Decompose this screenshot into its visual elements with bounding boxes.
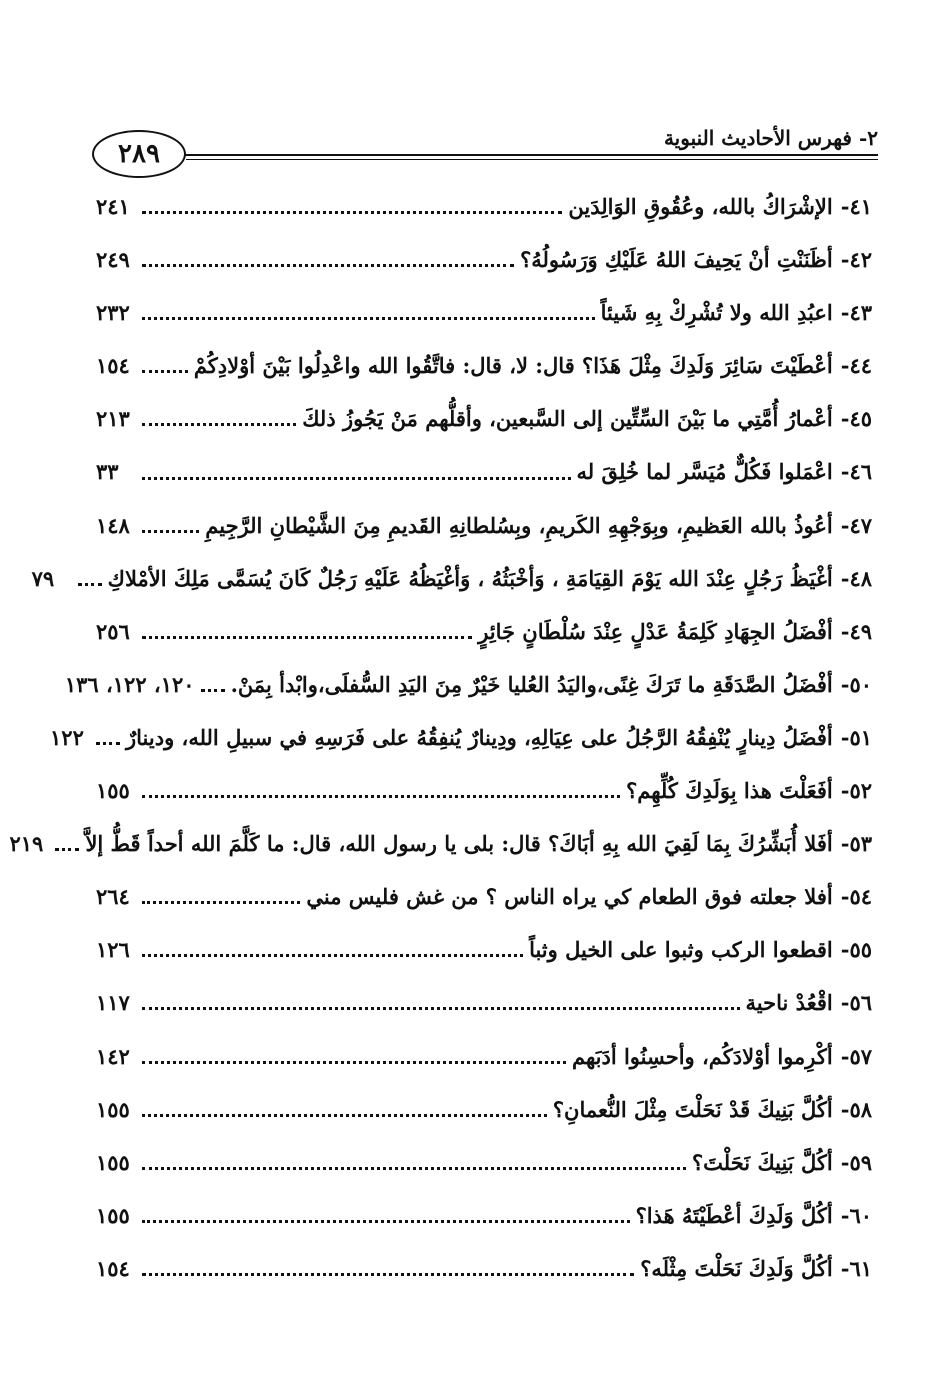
entry-text: أفْضَلُ الصَّدَقَةِ ما تَرَكَ غِنًى،واليَدُ العُليا خَيْرٌ مِنَ اليَدِ السُّفلَى،وابْدأ بِمَنْ.	[230, 671, 833, 697]
entry-text: أكْرِموا أوْلادَكُم، وأحسِنُوا أدَبَهم	[571, 1043, 833, 1069]
entry-text: أعْمارُ أُمَّتِي ما بَيْنَ السِّتِّين إلى السَّبعين، وأقلُّهم مَنْ يَجُوزُ ذلكَ	[302, 406, 833, 432]
index-entry	[96, 976, 872, 1029]
entry-number: ٥٣-	[840, 831, 872, 857]
index-entry	[96, 445, 872, 498]
index-entry	[96, 1030, 872, 1083]
entry-page-ref: ١٥٥	[96, 778, 130, 804]
dot-leader	[78, 583, 102, 586]
page-header	[92, 128, 878, 184]
entry-page-ref: ١٢٦	[96, 937, 130, 963]
entry-text: أغْيَظُ رَجُلٍ عِنْدَ الله يَوْمَ القِيَامَةِ ، وَأخْبَثُهُ ، وَأغْيَظُهُ عَلَيْهِ رَجُلٌ كَانَ يُسَمَّى مَلِكَ الأمْلاكِ	[107, 565, 833, 591]
index-entry	[96, 764, 872, 817]
entry-number: ٥٥-	[840, 937, 872, 963]
entry-number: ٤٤-	[840, 353, 872, 379]
index-entry	[96, 870, 872, 923]
dot-leader	[201, 689, 225, 692]
entry-page-ref: ١١٧	[96, 990, 130, 1016]
entry-text: أكُلَّ وَلَدِكَ نَحَلْتَ مِثْلَه؟	[640, 1255, 833, 1281]
dot-leader	[142, 530, 199, 533]
dot-leader	[96, 742, 120, 745]
entry-text: أظَنَنْتِ أنْ يَحِيفَ اللهُ عَلَيْكِ وَرَسُولُهُ؟	[520, 247, 833, 273]
entry-page-ref: ١٥٥	[96, 1096, 130, 1122]
index-entry	[96, 923, 872, 976]
dot-leader	[142, 317, 595, 320]
entry-text: أفْضَلُ دِينارٍ يُنْفِقُهُ الرَّجُلُ على عِيَالِهِ، ودِينارٌ يُنفِقُهُ على فَرَسِهِ في سبيلِ الله، ودينارٌ	[126, 724, 833, 750]
dot-leader	[142, 423, 296, 426]
entry-page-ref: ٢٤٩	[96, 247, 130, 273]
entry-text: اقطعوا الركب وثبوا على الخيل وثباً	[529, 937, 833, 963]
index-entry	[96, 392, 872, 445]
entry-number: ٥٨-	[840, 1096, 872, 1122]
header-rule-thin	[186, 159, 878, 160]
entry-number: ٤٢-	[840, 247, 872, 273]
entry-number: ٦٠-	[840, 1202, 872, 1228]
entry-page-ref: ١٥٥	[96, 1149, 130, 1175]
entry-number: ٤٥-	[840, 406, 872, 432]
entry-page-ref: ٢٣٢	[96, 300, 130, 326]
index-entry	[96, 180, 872, 233]
dot-leader	[142, 1114, 547, 1117]
entry-text: اعبُدِ الله ولا تُشْرِكْ بِهِ شَيئاً	[600, 300, 833, 326]
dot-leader	[142, 954, 523, 957]
entry-number: ٥١-	[840, 724, 872, 750]
entry-page-ref: ٢٦٤	[96, 884, 130, 910]
entry-page-ref: ٧٩	[31, 565, 55, 591]
entry-page-ref: ١٢٠، ١٢٢، ١٣٦	[64, 671, 195, 697]
entry-text: أعُوذُ بالله العَظيمِ، وبِوَجْهِهِ الكَريمِ، وبِسُلطانِهِ القَديمِ مِنَ الشَّيْطانِ الرَّجِيمِ	[205, 512, 833, 538]
section-title: ٢- فهرس الأحاديث النبوية	[656, 126, 878, 150]
index-entry	[50, 711, 872, 764]
entry-number: ٤٣-	[840, 300, 872, 326]
entry-page-ref: ٢١٣	[96, 406, 130, 432]
entry-page-ref: ١٥٤	[96, 1255, 130, 1281]
entry-number: ٥٦-	[840, 990, 872, 1016]
entry-number: ٤٨-	[840, 565, 872, 591]
entry-text: الإشْرَاكُ بالله، وعُقُوقِ الوَالِدَين	[568, 194, 833, 219]
dot-leader	[142, 211, 562, 214]
entry-page-ref: ٢٥٦	[96, 618, 130, 644]
dot-leader	[142, 1273, 634, 1276]
dot-leader	[142, 1007, 740, 1010]
index-entry	[96, 1242, 872, 1295]
index-entry	[64, 658, 872, 711]
entry-number: ٤٧-	[840, 512, 872, 538]
entry-page-ref: ١٤٢	[96, 1043, 130, 1069]
entry-number: ٥٧-	[840, 1043, 872, 1069]
entry-number: ٥٩-	[840, 1149, 872, 1175]
dot-leader	[142, 264, 514, 267]
entry-text: اقْعُدْ ناحية	[745, 990, 833, 1016]
index-entry	[96, 286, 872, 339]
index-entry	[9, 817, 872, 870]
index-entry	[96, 1083, 872, 1136]
dot-leader	[142, 901, 300, 904]
entry-number: ٤٦-	[840, 459, 872, 485]
index-entry	[96, 339, 872, 392]
entry-page-ref: ٣٣	[96, 459, 119, 485]
entry-number: ٥٤-	[840, 884, 872, 910]
entry-text: أكُلَّ بَنِيكَ قَدْ نَحَلْتَ مِثْلَ النُّعمانِ؟	[552, 1096, 833, 1122]
entry-text: أفْضَلُ الجِهَادِ كَلِمَةُ عَدْلٍ عِنْدَ سُلْطَانٍ جَائِرٍ	[478, 618, 833, 644]
dot-leader	[142, 477, 571, 480]
dot-leader	[142, 795, 620, 798]
dot-leader	[142, 370, 188, 373]
entry-text: أفَلا أُبَشِّرُكَ بِمَا لَقِيَ الله بِهِ أبَاكَ؟ قال: بلى يا رسول الله، قال: ما كَلَّمَ الله أحداً قَطُّ إلاَّ	[85, 831, 833, 857]
entry-text: أفلا جعلته فوق الطعام كي يراه الناس ؟ من غش فليس مني	[306, 884, 833, 910]
index-entry	[31, 552, 872, 605]
entry-text: اعْمَلوا فَكُلٌّ مُيَسَّر لما خُلِقَ له	[576, 459, 833, 485]
entry-text: أكُلَّ وَلَدِكَ أعْطَيْتَهُ هَذا؟	[635, 1202, 833, 1228]
index-entry	[96, 1189, 872, 1242]
page-number: ٢٨٩	[92, 130, 186, 178]
dot-leader	[142, 1061, 566, 1064]
entry-number: ٥٠-	[840, 671, 872, 697]
entry-page-ref: ١٢٢	[50, 724, 84, 750]
hadith-index-list	[9, 180, 872, 1295]
dot-leader	[55, 848, 79, 851]
entry-number: ٤٩-	[840, 618, 872, 644]
entry-number: ٤١-	[840, 194, 872, 219]
entry-page-ref: ١٥٤	[96, 353, 130, 379]
entry-text: أعْطَيْتَ سَائِرَ وَلَدِكَ مِثْلَ هَذَا؟ قال: لا، قال: فاتَّقُوا الله واعْدِلُوا بَيْنَ أوْلادِكُمْ	[193, 353, 833, 379]
index-entry	[96, 1136, 872, 1189]
dot-leader	[142, 1167, 686, 1170]
entry-number: ٥٢-	[840, 778, 872, 804]
entry-page-ref: ١٥٥	[96, 1202, 130, 1228]
index-entry	[96, 605, 872, 658]
entry-text: أفَعَلْتَ هذا بِوَلَدِكَ كُلِّهِم؟	[626, 778, 833, 804]
dot-leader	[142, 1220, 630, 1223]
dot-leader	[142, 636, 472, 639]
index-entry	[96, 499, 872, 552]
entry-text: أكُلَّ بَنِيكَ نَحَلْتَ؟	[692, 1149, 833, 1175]
entry-page-ref: ١٤٨	[96, 512, 130, 538]
entry-page-ref: ٢٤١	[96, 194, 130, 219]
index-entry	[96, 233, 872, 286]
entry-number: ٦١-	[840, 1255, 872, 1281]
entry-page-ref: ٢١٩	[9, 831, 44, 857]
header-rule	[184, 154, 878, 156]
